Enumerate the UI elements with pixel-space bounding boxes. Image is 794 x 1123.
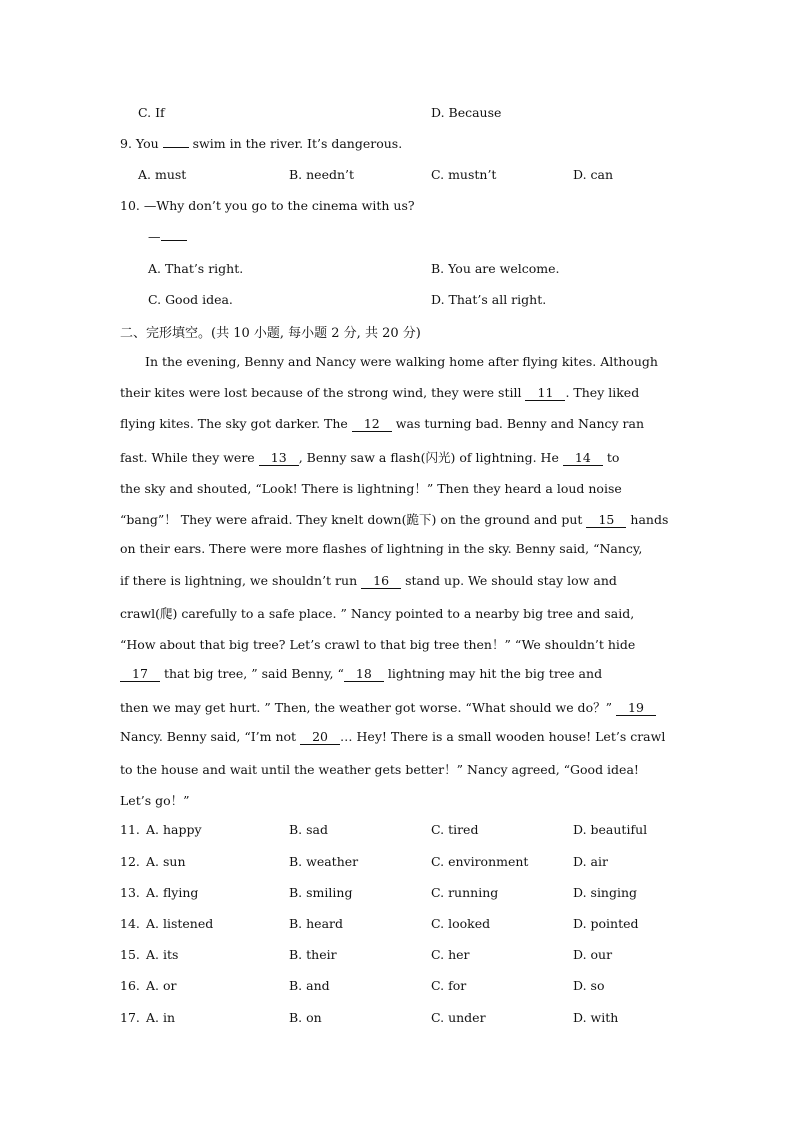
option-d: D. pointed — [573, 916, 639, 931]
option-b: B. needn’t — [289, 167, 355, 182]
choice-number: 17. — [120, 1010, 140, 1025]
option-b: B. sad — [289, 822, 329, 837]
option-a: A. in — [146, 1010, 176, 1025]
blank-12: 12 — [352, 417, 392, 432]
passage-text: Nancy. Benny said, “I’m not — [120, 729, 297, 744]
answer-blank — [161, 240, 187, 241]
option-d: D. beautiful — [573, 822, 648, 837]
blank-20: 20 — [300, 730, 340, 745]
option-c: C. tired — [431, 822, 479, 837]
passage-text: “bang”！ They were afraid. They knelt down(跪下) on the ground and put — [120, 512, 583, 527]
option-c: C. running — [431, 885, 499, 900]
choice-number: 15. — [120, 947, 140, 962]
question-prompt: —Why don’t you go to the cinema with us? — [143, 198, 415, 213]
blank-14: 14 — [563, 451, 603, 466]
question-9 — [120, 136, 402, 152]
passage-text: the sky and shouted, “Look! There is lightning！” Then they heard a loud noise — [120, 481, 622, 496]
passage-line — [120, 698, 656, 716]
option-b: B. weather — [289, 854, 359, 869]
question-number: 10. — [120, 198, 140, 213]
passage-text: crawl(爬) carefully to a safe place. ” Nancy pointed to a nearby big tree and said, — [120, 606, 635, 621]
answer-blank — [163, 147, 189, 148]
option-c: C. for — [431, 978, 467, 993]
passage-text: … Hey! There is a small wooden house! Let’s crawl — [340, 729, 666, 744]
option-c: C. mustn’t — [431, 167, 497, 182]
passage-line — [120, 666, 602, 682]
passage-text: was turning bad. Benny and Nancy ran — [395, 416, 645, 431]
question-10 — [120, 198, 415, 214]
option-d: D. with — [573, 1010, 619, 1025]
option-c: C. If — [138, 105, 165, 120]
option-a: A. happy — [146, 822, 202, 837]
option-a: A. flying — [146, 885, 199, 900]
option-d: D. Because — [431, 105, 502, 120]
option-c: C. environment — [431, 854, 529, 869]
option-a: A. must — [138, 167, 187, 182]
passage-text: , Benny saw a flash(闪光) of lightning. He — [298, 450, 559, 465]
passage-line — [120, 573, 617, 589]
passage-line — [120, 385, 639, 401]
question-number: 9. — [120, 136, 132, 151]
passage-line — [120, 791, 190, 809]
option-c: C. Good idea. — [148, 292, 233, 307]
choice-number: 12. — [120, 854, 140, 869]
passage-text: on their ears. There were more flashes of lightning in the sky. Benny said, “Nancy, — [120, 541, 643, 556]
option-c: C. her — [431, 947, 470, 962]
option-b: B. and — [289, 978, 330, 993]
option-b: B. smiling — [289, 885, 353, 900]
passage-line — [120, 635, 635, 653]
option-c: C. looked — [431, 916, 491, 931]
question-text-after: swim in the river. It’s dangerous. — [192, 136, 403, 151]
passage-line — [120, 541, 642, 556]
passage-text: their kites were lost because of the strong wind, they were still — [120, 385, 522, 400]
passage-text: Let’s go！” — [120, 793, 190, 808]
blank-11: 11 — [525, 386, 565, 401]
option-b: B. their — [289, 947, 337, 962]
choice-number: 13. — [120, 885, 140, 900]
passage-text: hands — [630, 512, 669, 527]
passage-text: In the evening, Benny and Nancy were walking home after flying kites. Although — [145, 354, 658, 369]
passage-text: “How about that big tree? Let’s crawl to that big tree then！” “We shouldn’t hide — [120, 637, 636, 652]
passage-text: to the house and wait until the weather gets better！” Nancy agreed, “Good idea! — [120, 762, 639, 777]
section-heading: 二、完形填空。(共 10 小题, 每小题 2 分, 共 20 分) — [120, 326, 421, 341]
option-d: D. so — [573, 978, 605, 993]
passage-text: stand up. We should stay low and — [405, 573, 617, 588]
option-a: A. or — [146, 978, 177, 993]
option-d: D. can — [573, 167, 614, 182]
blank-17: 17 — [120, 667, 160, 682]
option-d: D. That’s all right. — [431, 292, 547, 307]
option-b: B. You are welcome. — [431, 261, 560, 276]
passage-line — [120, 510, 668, 528]
blank-19: 19 — [616, 701, 656, 716]
passage-text: if there is lightning, we shouldn’t run — [120, 573, 358, 588]
choice-number: 11. — [120, 822, 140, 837]
passage-text: that big tree, ” said Benny, “ — [163, 666, 344, 681]
blank-18: 18 — [344, 667, 384, 682]
option-d: D. air — [573, 854, 608, 869]
passage-line — [120, 448, 619, 466]
choice-number: 16. — [120, 978, 140, 993]
blank-15: 15 — [586, 513, 626, 528]
blank-16: 16 — [361, 574, 401, 589]
option-b: B. heard — [289, 916, 344, 931]
passage-text: lightning may hit the big tree and — [387, 666, 603, 681]
choice-number: 14. — [120, 916, 140, 931]
passage-line — [120, 604, 634, 622]
passage-text: . They liked — [565, 385, 640, 400]
question-10-response — [148, 229, 187, 245]
passage-line — [120, 760, 639, 778]
dialogue-dash: — — [148, 229, 161, 244]
option-d: D. singing — [573, 885, 638, 900]
passage-text: fast. While they were — [120, 450, 255, 465]
passage-text: to — [606, 450, 620, 465]
option-a: A. That’s right. — [148, 261, 244, 276]
option-d: D. our — [573, 947, 613, 962]
passage-line — [120, 479, 622, 497]
option-a: A. its — [146, 947, 179, 962]
passage-text: then we may get hurt. ” Then, the weather got worse. “What should we do？” — [120, 700, 612, 715]
option-b: B. on — [289, 1010, 322, 1025]
passage-line — [120, 729, 665, 745]
passage-text: flying kites. The sky got darker. The — [120, 416, 348, 431]
blank-13: 13 — [259, 451, 299, 466]
question-text-before: You — [135, 136, 159, 151]
passage-line — [120, 416, 644, 432]
option-a: A. sun — [146, 854, 186, 869]
passage-line — [145, 354, 674, 369]
option-a: A. listened — [146, 916, 214, 931]
option-c: C. under — [431, 1010, 486, 1025]
